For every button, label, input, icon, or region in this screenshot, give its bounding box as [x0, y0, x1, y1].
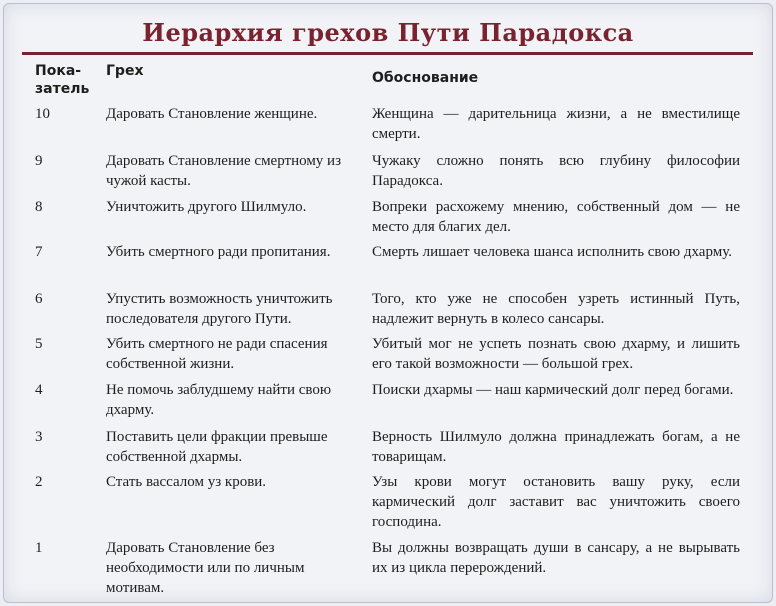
rating-cell: 4 — [35, 382, 43, 398]
justification-cell: Узы крови могут остановить вашу руку, если кармический долг заставит вас уничтожить своего господина. — [372, 474, 740, 530]
justification-cell: Убитый мог не успеть познать свою дхарму, и лишить его такой возможности — большой грех. — [372, 336, 740, 372]
sin-cell: Поставить цели фракции превыше собственной дхармы. — [106, 429, 328, 465]
rating-cell: 2 — [35, 474, 43, 490]
sin-cell: Убить смертного ради пропитания. — [106, 244, 331, 260]
justification-cell: Женщина — дарительница жизни, а не вместилище смерти. — [372, 106, 740, 142]
justification-cell: Вопреки расхожему мнению, собственный дом — не место для благих дел. — [372, 199, 740, 235]
sin-cell: Упустить возможность уничтожить последователя другого Пути. — [106, 291, 333, 327]
sin-cell: Убить смертного не ради спасения собственной жизни. — [106, 336, 328, 372]
justification-cell: Вы должны возвращать души в сансару, а не вырывать их из цикла перерождений. — [372, 540, 740, 576]
justification-cell: Поиски дхармы — наш кармический долг перед богами. — [372, 382, 734, 398]
rating-cell: 1 — [35, 540, 43, 556]
sin-cell: Даровать Становление женщине. — [106, 106, 318, 122]
justification-cell: Смерть лишает человека шанса исполнить свою дхарму. — [372, 244, 732, 260]
sin-cell: Стать вассалом уз крови. — [106, 474, 267, 490]
justification-cell: Того, кто уже не способен узреть истинный Путь, надлежит вернуть в колесо сансары. — [372, 291, 740, 327]
sin-cell: Даровать Становление смертному из чужой касты. — [106, 153, 342, 189]
header-sin: Грех — [106, 63, 144, 79]
rating-cell: 5 — [35, 336, 43, 352]
header-rating-line1: Пока- — [35, 63, 82, 79]
sin-cell: Не помочь заблудшему найти свою дхарму. — [106, 382, 332, 418]
rating-cell: 9 — [35, 153, 43, 169]
justification-cell: Чужаку сложно понять всю глубину философии Парадокса. — [372, 153, 740, 189]
rating-cell: 8 — [35, 199, 43, 215]
rating-cell: 10 — [35, 106, 50, 122]
sin-cell: Уничтожить другого Шилмуло. — [106, 199, 307, 215]
rating-cell: 3 — [35, 429, 43, 445]
title-rule — [22, 52, 753, 55]
rating-cell: 6 — [35, 291, 43, 307]
header-rating-line2: затель — [35, 81, 90, 97]
header-justification: Обоснование — [372, 70, 479, 86]
page-title: Иерархия грехов Пути Парадокса — [142, 18, 634, 47]
rating-cell: 7 — [35, 244, 43, 260]
justification-cell: Верность Шилмуло должна принадлежать богам, а не товарищам. — [372, 429, 740, 465]
header-rating — [35, 62, 89, 98]
sin-cell: Даровать Становление без необходимости или по личным мотивам. — [106, 540, 305, 596]
